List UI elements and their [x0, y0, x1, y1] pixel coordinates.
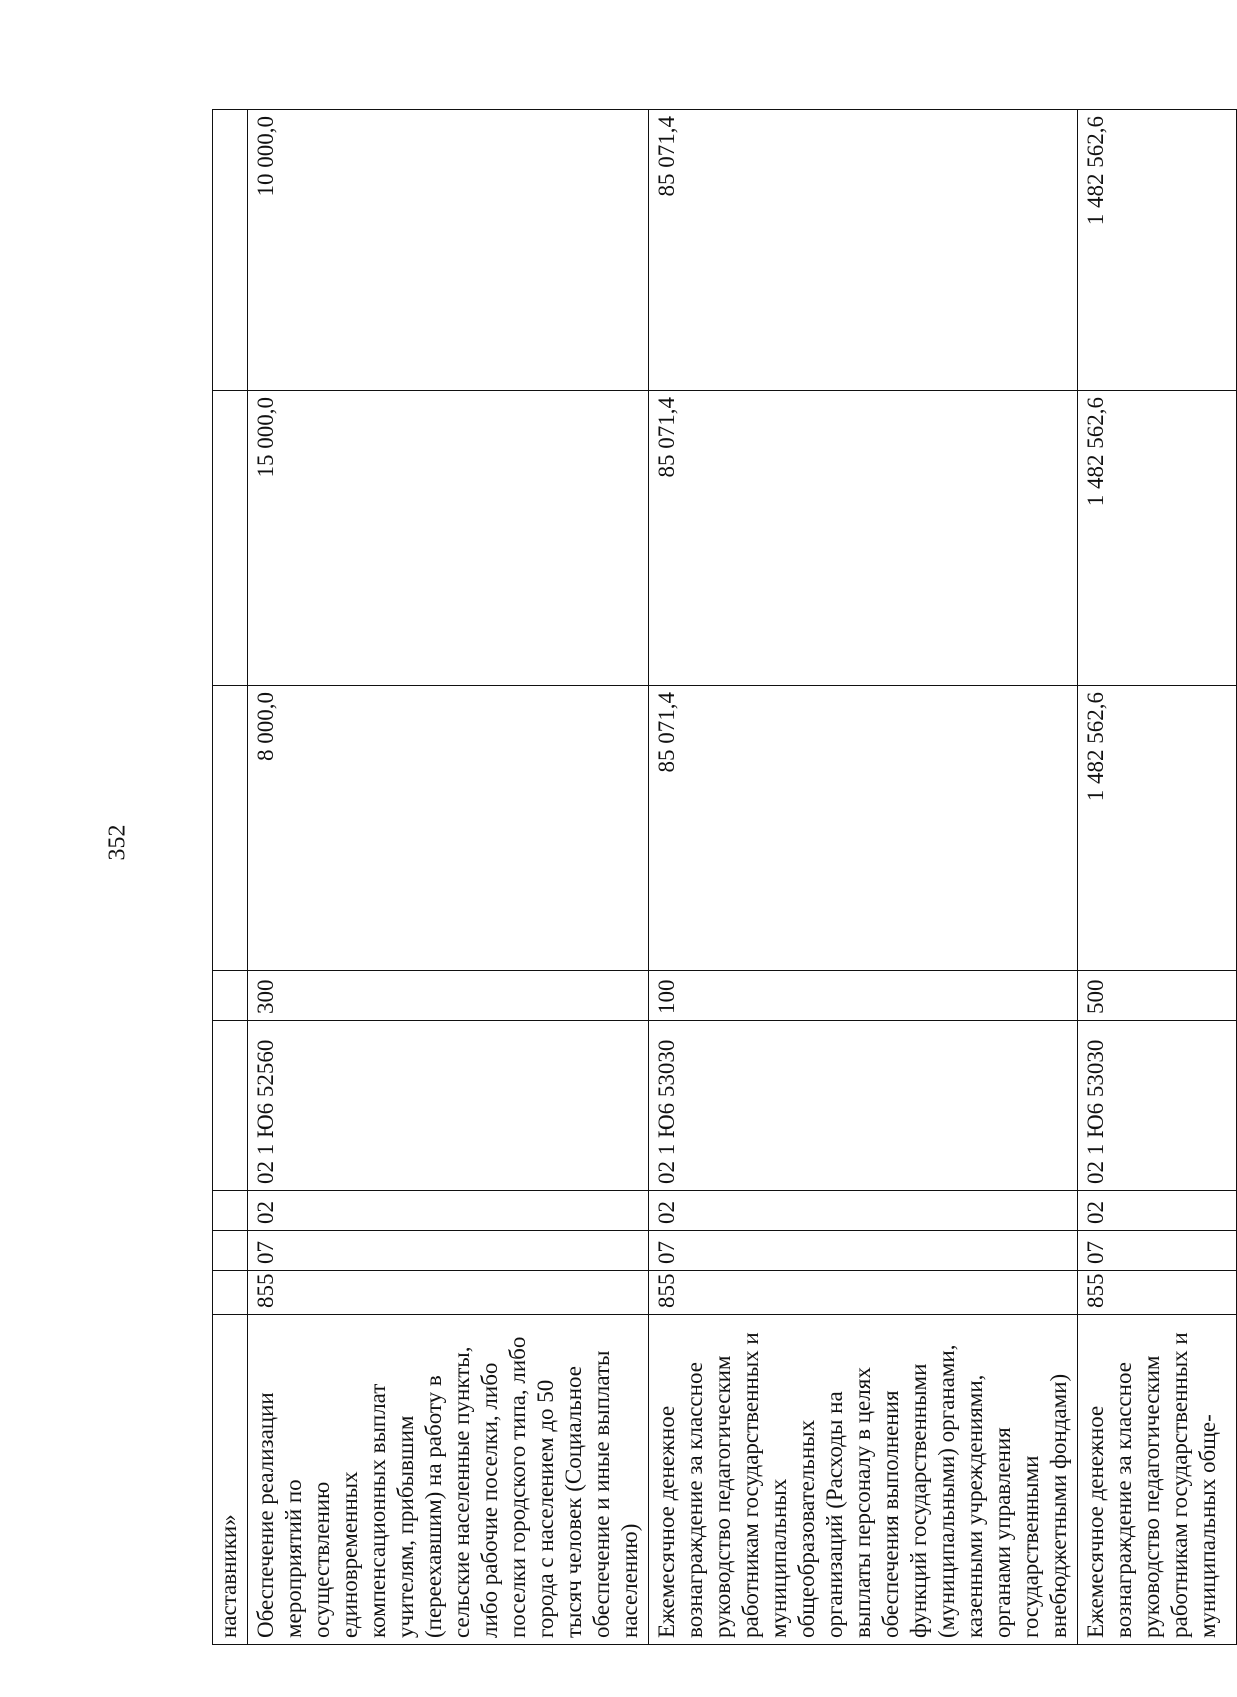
target-article-code — [213, 1021, 248, 1191]
section-code: 07 — [1078, 1231, 1237, 1271]
amount-year-2 — [213, 391, 248, 686]
amount-year-2: 85 071,4 — [649, 391, 1078, 686]
subsection-code — [213, 1191, 248, 1231]
amount-year-1 — [213, 686, 248, 971]
budget-table — [212, 109, 1237, 1645]
amount-year-2: 1 482 562,6 — [1078, 391, 1237, 686]
section-code — [213, 1231, 248, 1271]
table-row — [213, 110, 248, 1645]
target-article-code: 02 1 Ю6 52560 — [248, 1021, 649, 1191]
expense-type-code — [213, 971, 248, 1021]
amount-year-1: 8 000,0 — [248, 686, 649, 971]
grbs-code: 855 — [649, 1271, 1078, 1315]
page-number: 352 — [104, 824, 131, 861]
table-row — [649, 110, 1078, 1645]
amount-year-3: 10 000,0 — [248, 110, 649, 391]
table-row — [1078, 110, 1237, 1645]
target-article-code: 02 1 Ю6 53030 — [649, 1021, 1078, 1191]
subsection-code: 02 — [1078, 1191, 1237, 1231]
subsection-code: 02 — [649, 1191, 1078, 1231]
grbs-code: 855 — [248, 1271, 649, 1315]
grbs-code: 855 — [1078, 1271, 1237, 1315]
amount-year-3 — [213, 110, 248, 391]
row-name: Ежемесячное денежное вознаграждение за классное руководство педагогическим работникам государственных и муниципальных общеобразовательных организаций (Расходы на выплаты персоналу в целях обеспечения выполнения функций государственными (муниципальными) органами, казенными учреждениями, органами управления государственными внебюджетными фондами) — [649, 1315, 1078, 1645]
target-article-code: 02 1 Ю6 53030 — [1078, 1021, 1237, 1191]
amount-year-3: 1 482 562,6 — [1078, 110, 1237, 391]
budget-table-container — [212, 110, 1220, 1645]
section-code: 07 — [649, 1231, 1078, 1271]
grbs-code — [213, 1271, 248, 1315]
amount-year-3: 85 071,4 — [649, 110, 1078, 391]
row-name: Обеспечение реализации мероприятий по осуществлению единовременных компенсационных выплат учителям, прибывшим (переехавшим) на работу в сельские населенные пункты, либо рабочие поселки, либо поселки городского типа, либо города с населением до 50 тысяч человек (Социальное обеспечение и иные выплаты населению) — [248, 1315, 649, 1645]
expense-type-code: 100 — [649, 971, 1078, 1021]
amount-year-1: 1 482 562,6 — [1078, 686, 1237, 971]
subsection-code: 02 — [248, 1191, 649, 1231]
amount-year-1: 85 071,4 — [649, 686, 1078, 971]
row-name: Ежемесячное денежное вознаграждение за классное руководство педагогическим работникам государственных и муниципальных обще- — [1078, 1315, 1237, 1645]
row-name: наставники» — [213, 1315, 248, 1645]
expense-type-code: 300 — [248, 971, 649, 1021]
amount-year-2: 15 000,0 — [248, 391, 649, 686]
section-code: 07 — [248, 1231, 649, 1271]
expense-type-code: 500 — [1078, 971, 1237, 1021]
table-row — [248, 110, 649, 1645]
